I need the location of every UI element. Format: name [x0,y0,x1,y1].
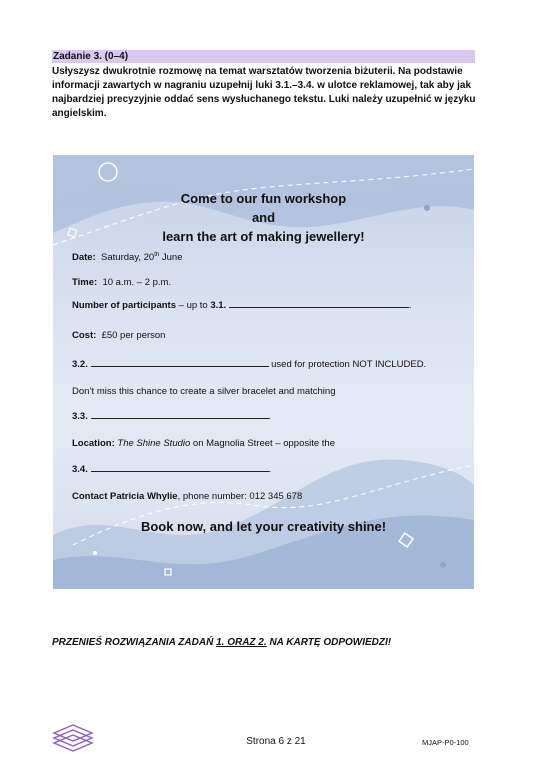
location-place: The Shine Studio [117,438,191,449]
location-text: on Magnolia Street – opposite the [192,438,335,449]
gap-3-4-line [91,463,269,472]
page-number: Strona 6 z 21 [246,736,306,747]
time-label: Time: [72,277,98,288]
contact-row [72,491,302,502]
gap-3-4-label: 3.4. [72,464,88,475]
gap-3-4-row: 3.4. . [72,464,272,475]
gap-3-2-label: 3.2. [72,359,88,370]
participants-row: Number of participants – up to 3.1. . [72,300,412,311]
cost-value: £50 per person [101,330,166,341]
participants-text: – up to [178,300,208,311]
cost-label: Cost: [72,330,97,341]
date-month: June [161,252,183,264]
dont-miss-row: Don’t miss this chance to create a silver bracelet and matching [72,386,336,397]
gap-3-3-row: 3.3. . [72,411,272,422]
exam-code: MJAP-P0-100 [422,738,469,747]
gap-3-1-label: 3.1. [210,300,227,311]
contact-text: , phone number: 012 345 678 [177,491,303,502]
transfer-prefix: PRZENIEŚ ROZWIĄZANIA ZADAŃ [52,637,214,648]
transfer-instruction [52,637,391,648]
location-row [72,438,335,449]
date-sup: th [154,252,160,258]
flyer-heading-line3: learn the art of making jewellery! [162,229,365,244]
date-label: Date: [72,252,96,264]
gap-3-3-label: 3.3. [72,411,88,422]
flyer-closing: Book now, and let your creativity shine! [140,519,387,534]
flyer-heading [53,189,474,246]
time-value: 10 a.m. – 2 p.m. [102,277,172,288]
date-value: Saturday, 20 [101,252,155,264]
cost-row [72,330,165,341]
task-header: Zadanie 3. (0–4) [52,50,475,63]
location-label: Location: [72,438,115,449]
task-instructions: Usłyszysz dwukrotnie rozmowę na temat warsztatów tworzenia biżuterii. Na podstawie informacji zawartych w nagraniu uzupełnij luki 3.1.–3.4. w ulotce reklamowej, tak aby jak najbardziej precyzyjnie oddać sens wysłuchanego tekstu. Luki należy uzupełnić w języku angielskim. [52,66,476,119]
workshop-flyer [53,155,474,589]
participants-label: Number of participants [72,300,176,311]
gap-3-2-line [91,358,269,367]
gap-3-2-row [72,358,426,370]
transfer-tasks: 1. ORAZ 2. [216,637,267,648]
transfer-suffix: NA KARTĘ ODPOWIEDZI! [269,637,392,648]
gap-3-1-line [229,299,409,308]
gap-3-3-line [91,410,269,419]
gap-3-2-after: used for protection NOT INCLUDED. [271,359,427,370]
flyer-heading-line1: Come to our fun workshop [180,191,347,206]
contact-label: Contact Patricia Whylie [72,491,178,502]
date-row [72,252,182,263]
time-row [72,277,171,288]
flyer-heading-line2: and [251,210,276,225]
